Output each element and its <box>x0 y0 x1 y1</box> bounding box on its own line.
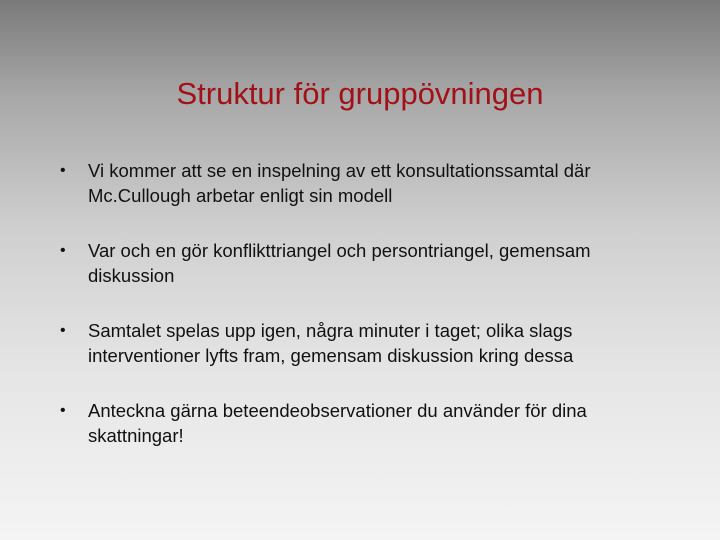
bullet-icon: • <box>60 242 66 259</box>
bullet-text: Var och en gör konflikttriangel och persontriangel, gemensam diskussion <box>88 240 591 286</box>
bullet-icon: • <box>60 322 66 339</box>
bullet-item <box>60 158 680 208</box>
bullet-text: Samtalet spelas upp igen, några minuter i taget; olika slags interventioner lyfts fram, gemensam diskussion kring dessa <box>88 320 574 366</box>
bullet-item <box>60 318 680 368</box>
bullet-list <box>60 158 680 478</box>
bullet-text: Vi kommer att se en inspelning av ett konsultationssamtal där Mc.Cullough arbetar enligt sin modell <box>88 160 591 206</box>
bullet-text: Anteckna gärna beteendeobservationer du använder för dina skattningar! <box>88 400 587 446</box>
bullet-item <box>60 238 680 288</box>
bullet-item <box>60 398 680 448</box>
slide-title: Struktur för gruppövningen <box>176 76 544 111</box>
bullet-icon: • <box>60 402 66 419</box>
bullet-icon: • <box>60 162 66 179</box>
